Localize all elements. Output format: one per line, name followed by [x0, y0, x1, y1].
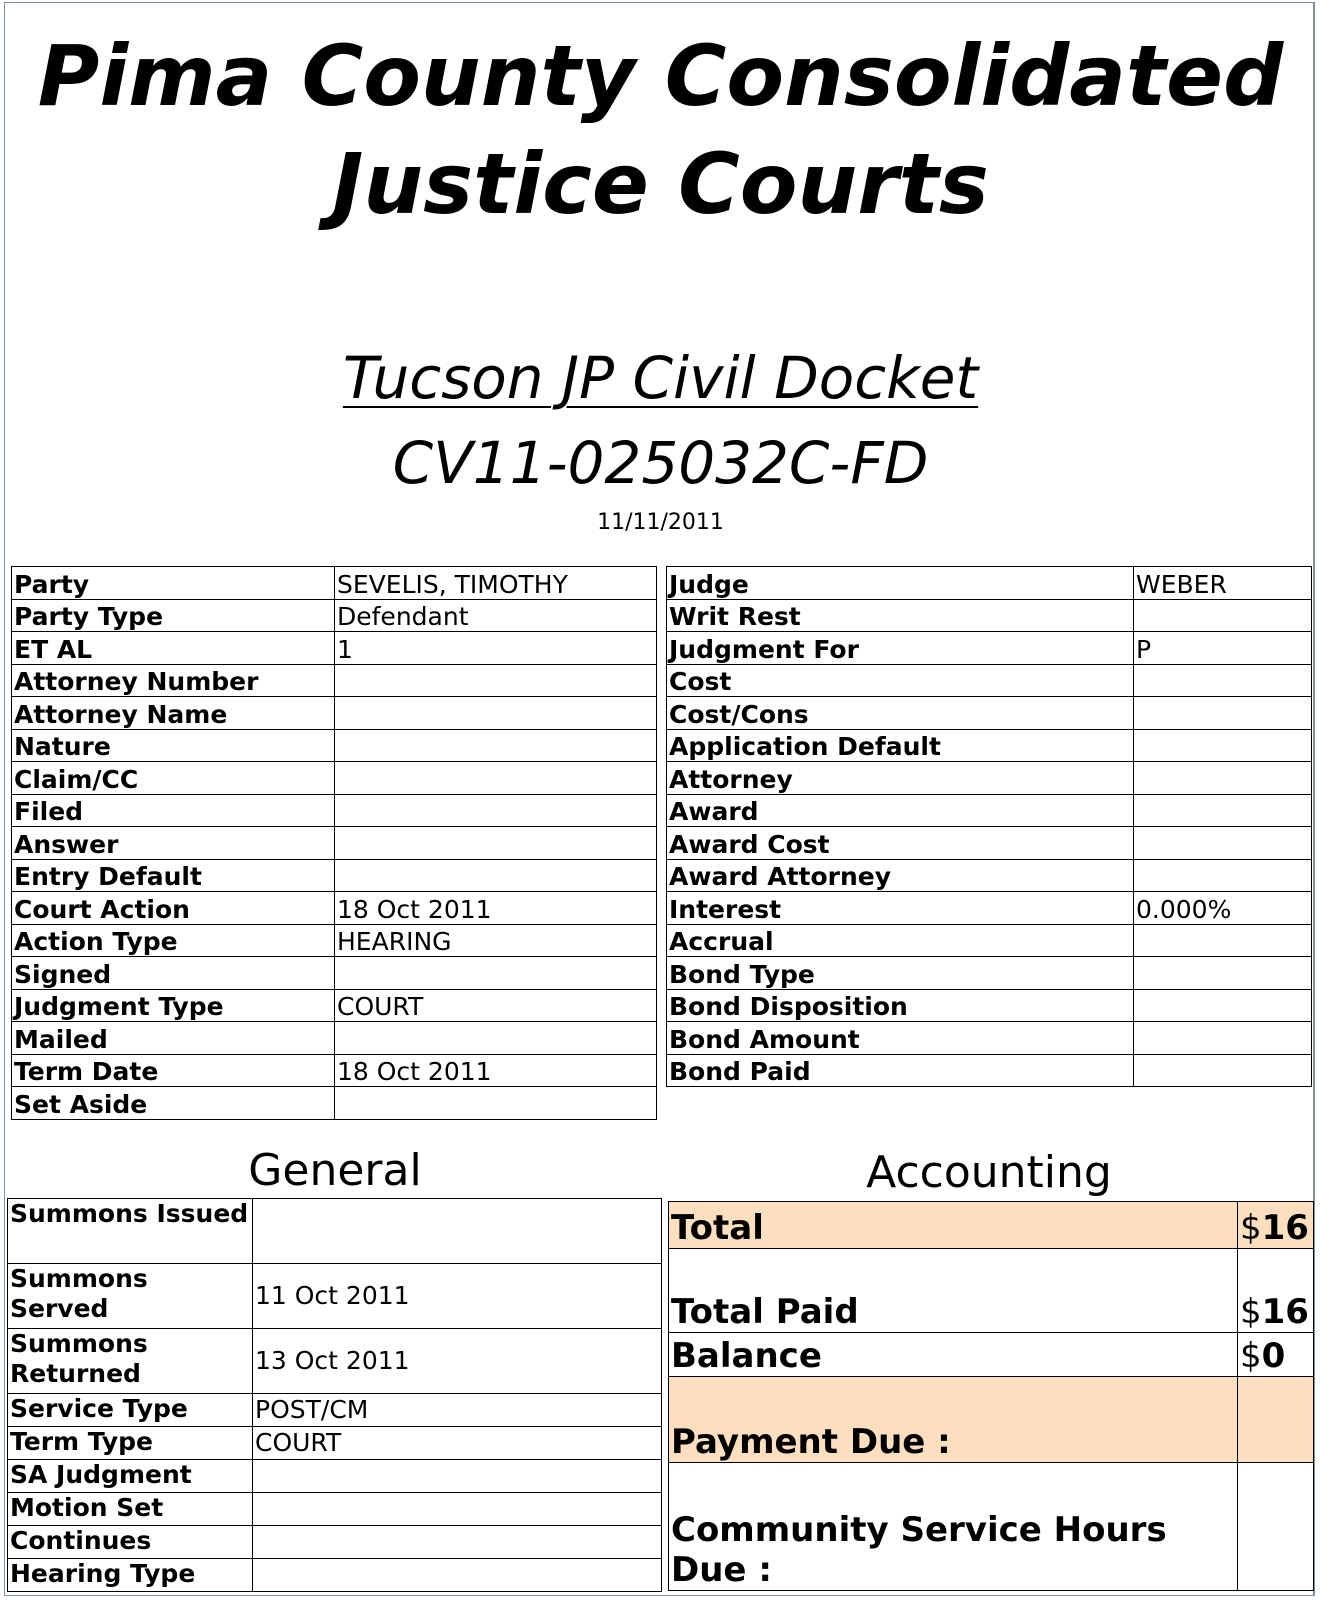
field-value [253, 1199, 662, 1264]
community-service-label: Community Service Hours Due : [669, 1463, 1238, 1591]
judgment-info-row [667, 729, 1312, 762]
judgment-info-row [667, 1054, 1312, 1087]
field-label: Signed [12, 957, 335, 990]
balance-row [669, 1333, 1314, 1377]
field-label: Cost/Cons [667, 697, 1134, 730]
field-label: Term Date [12, 1054, 335, 1087]
field-label: Party [12, 567, 335, 600]
report-date: 11/11/2011 [597, 510, 724, 535]
field-label: Entry Default [12, 859, 335, 892]
party-info-row [12, 697, 657, 730]
total-paid-amount: $16 [1238, 1249, 1314, 1333]
payment-due-value [1238, 1377, 1314, 1463]
general-row [8, 1264, 662, 1329]
field-value: 13 Oct 2011 [253, 1329, 662, 1394]
field-value [1134, 1054, 1312, 1087]
general-row [8, 1493, 662, 1526]
field-value [335, 957, 657, 990]
field-value [335, 729, 657, 762]
docket-title: Tucson JP Civil Docket [342, 344, 979, 412]
total-paid-row [669, 1249, 1314, 1333]
judgment-info-row [667, 697, 1312, 730]
field-label: Writ Rest [667, 599, 1134, 632]
party-info-row [12, 859, 657, 892]
community-service-value [1238, 1463, 1314, 1591]
field-label: Party Type [12, 599, 335, 632]
field-value [1134, 827, 1312, 860]
judgment-info-row [667, 794, 1312, 827]
field-value [1134, 762, 1312, 795]
field-label: Judge [667, 567, 1134, 600]
field-value [335, 794, 657, 827]
judgment-info-table [666, 566, 1312, 1087]
field-label: Cost [667, 664, 1134, 697]
field-value: COURT [335, 989, 657, 1022]
field-label: Filed [12, 794, 335, 827]
field-value: WEBER [1134, 567, 1312, 600]
payment-due-row [669, 1377, 1314, 1463]
general-row [8, 1427, 662, 1460]
court-name: Pima County Consolidated Justice Courts [37, 27, 1284, 233]
balance-label: Balance [669, 1333, 1238, 1377]
accounting-heading: Accounting [866, 1147, 1112, 1198]
field-label: Continues [8, 1526, 253, 1559]
party-info-body [12, 567, 657, 1120]
party-info-table [11, 566, 657, 1120]
judgment-info-row [667, 664, 1312, 697]
field-label: Attorney [667, 762, 1134, 795]
party-info-row [12, 632, 657, 665]
field-label: Bond Type [667, 957, 1134, 990]
field-label: Motion Set [8, 1493, 253, 1526]
field-label: Award Cost [667, 827, 1134, 860]
field-label: Set Aside [12, 1087, 335, 1120]
accounting-table [668, 1201, 1314, 1591]
field-value: Defendant [335, 599, 657, 632]
judgment-info-row [667, 827, 1312, 860]
field-label: Summons Returned [8, 1329, 253, 1394]
judgment-info-row [667, 599, 1312, 632]
party-info-row [12, 664, 657, 697]
field-label: Claim/CC [12, 762, 335, 795]
field-label: Application Default [667, 729, 1134, 762]
judgment-info-row [667, 762, 1312, 795]
field-label: Summons Issued [8, 1199, 253, 1264]
total-label: Total [669, 1202, 1238, 1249]
judgment-info-row [667, 892, 1312, 925]
field-label: Bond Disposition [667, 989, 1134, 1022]
judgment-info-row [667, 989, 1312, 1022]
field-value [335, 697, 657, 730]
total-paid-label: Total Paid [669, 1249, 1238, 1333]
community-service-row [669, 1463, 1314, 1591]
field-label: ET AL [12, 632, 335, 665]
party-info-row [12, 762, 657, 795]
field-value [253, 1493, 662, 1526]
general-table [7, 1198, 662, 1592]
general-row [8, 1199, 662, 1264]
judgment-info-row [667, 924, 1312, 957]
general-heading: General [248, 1145, 422, 1196]
field-label: Bond Paid [667, 1054, 1134, 1087]
field-value [1134, 924, 1312, 957]
field-value: 18 Oct 2011 [335, 1054, 657, 1087]
party-info-row [12, 1087, 657, 1120]
field-label: Answer [12, 827, 335, 860]
judgment-info-row [667, 632, 1312, 665]
field-label: Bond Amount [667, 1022, 1134, 1055]
field-value [335, 1087, 657, 1120]
field-value [1134, 664, 1312, 697]
field-value [1134, 794, 1312, 827]
field-value: 11 Oct 2011 [253, 1264, 662, 1329]
party-info-row [12, 794, 657, 827]
field-value [335, 1022, 657, 1055]
party-info-row [12, 1054, 657, 1087]
judgment-info-body [667, 567, 1312, 1087]
field-label: Action Type [12, 924, 335, 957]
party-info-row [12, 957, 657, 990]
field-label: Nature [12, 729, 335, 762]
field-value [1134, 729, 1312, 762]
field-value [1134, 1022, 1312, 1055]
field-label: Award Attorney [667, 859, 1134, 892]
field-label: Service Type [8, 1394, 253, 1427]
field-value [335, 664, 657, 697]
party-info-row [12, 892, 657, 925]
general-row [8, 1460, 662, 1493]
party-info-row [12, 1022, 657, 1055]
field-label: Judgment Type [12, 989, 335, 1022]
field-label: Accrual [667, 924, 1134, 957]
field-value [335, 859, 657, 892]
field-value [253, 1526, 662, 1559]
field-label: Judgment For [667, 632, 1134, 665]
field-label: Award [667, 794, 1134, 827]
field-value: HEARING [335, 924, 657, 957]
field-label: SA Judgment [8, 1460, 253, 1493]
field-value: 18 Oct 2011 [335, 892, 657, 925]
field-label: Summons Served [8, 1264, 253, 1329]
field-label: Court Action [12, 892, 335, 925]
party-info-row [12, 567, 657, 600]
field-value: 0.000% [1134, 892, 1312, 925]
general-body [8, 1199, 662, 1592]
payment-due-label: Payment Due : [669, 1377, 1238, 1463]
field-value [335, 827, 657, 860]
field-label: Interest [667, 892, 1134, 925]
field-label: Term Type [8, 1427, 253, 1460]
field-value [1134, 859, 1312, 892]
party-info-row [12, 989, 657, 1022]
field-value [253, 1460, 662, 1493]
field-value: 1 [335, 632, 657, 665]
judgment-info-row [667, 859, 1312, 892]
field-label: Attorney Name [12, 697, 335, 730]
party-info-row [12, 599, 657, 632]
field-value [1134, 697, 1312, 730]
party-info-row [12, 924, 657, 957]
field-value: P [1134, 632, 1312, 665]
field-value [335, 762, 657, 795]
general-row [8, 1394, 662, 1427]
total-row [669, 1202, 1314, 1249]
field-value [1134, 957, 1312, 990]
field-label: Hearing Type [8, 1559, 253, 1592]
total-amount: $16 [1238, 1202, 1314, 1249]
field-value: POST/CM [253, 1394, 662, 1427]
field-label: Mailed [12, 1022, 335, 1055]
party-info-row [12, 827, 657, 860]
judgment-info-row [667, 957, 1312, 990]
judgment-info-row [667, 567, 1312, 600]
field-value: SEVELIS, TIMOTHY [335, 567, 657, 600]
party-info-row [12, 729, 657, 762]
field-value: COURT [253, 1427, 662, 1460]
case-number: CV11-025032C-FD [392, 429, 929, 497]
general-row [8, 1526, 662, 1559]
field-value [253, 1559, 662, 1592]
field-value [1134, 599, 1312, 632]
field-value [1134, 989, 1312, 1022]
judgment-info-row [667, 1022, 1312, 1055]
balance-amount: $0 [1238, 1333, 1314, 1377]
field-label: Attorney Number [12, 664, 335, 697]
general-row [8, 1329, 662, 1394]
general-row [8, 1559, 662, 1592]
